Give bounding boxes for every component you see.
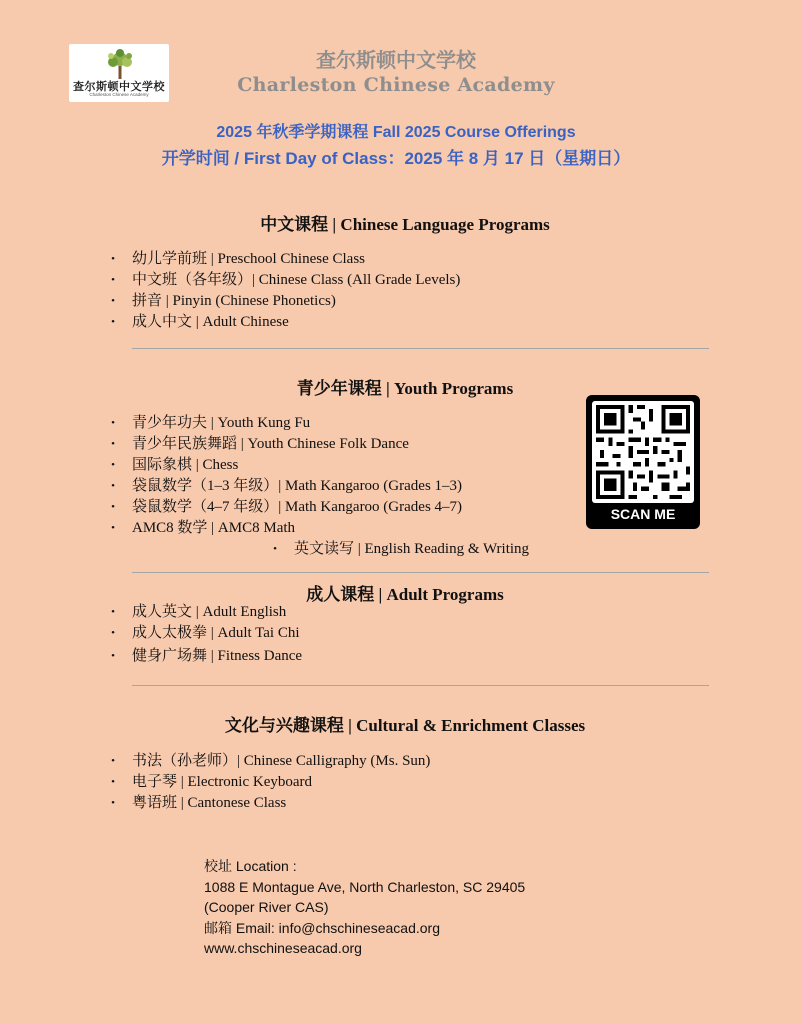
bullet: • <box>111 417 115 429</box>
list-item: • 国际象棋 | Chess <box>108 455 462 476</box>
school-name-english: Charleston Chinese Academy <box>237 74 555 96</box>
address: 1088 E Montague Ave, North Charleston, SC 29405 <box>204 878 526 895</box>
bullet: • <box>111 316 115 328</box>
bullet: • <box>111 253 115 265</box>
qr-code-badge[interactable] <box>586 395 700 529</box>
divider <box>132 348 709 349</box>
list-item: • 健身广场舞 | Fitness Dance <box>108 646 302 667</box>
cultural-classes-list <box>108 751 430 814</box>
list-item: • 中文班（各年级）| Chinese Class (All Grade Levels) <box>108 270 460 291</box>
list-item: • 电子琴 | Electronic Keyboard <box>108 772 430 793</box>
bullet: • <box>111 501 115 513</box>
website-link[interactable]: www.chschineseacad.org <box>204 940 362 956</box>
chinese-programs-list <box>108 249 460 333</box>
list-item: • 拼音 | Pinyin (Chinese Phonetics) <box>108 291 460 312</box>
scan-me-label: SCAN ME <box>610 506 676 522</box>
list-item: • 青少年民族舞蹈 | Youth Chinese Folk Dance <box>108 434 462 455</box>
logo-english-name: Charleston Chinese Academy <box>89 92 149 97</box>
list-item: • 幼儿学前班 | Preschool Chinese Class <box>108 249 460 270</box>
bullet: • <box>273 543 277 555</box>
section-title-youth: 青少年课程 | Youth Programs <box>296 379 514 398</box>
list-item: • 成人太极拳 | Adult Tai Chi <box>108 623 302 644</box>
section-title-chinese: 中文课程 | Chinese Language Programs <box>260 215 550 234</box>
list-item: • 书法（孙老师）| Chinese Calligraphy (Ms. Sun) <box>108 751 430 772</box>
bullet: • <box>111 295 115 307</box>
logo-chinese-name: 查尔斯顿中文学校 <box>73 80 165 93</box>
list-item: • 粤语班 | Cantonese Class <box>108 793 430 814</box>
list-item: • 袋鼠数学（1–3 年级）| Math Kangaroo (Grades 1–3) <box>108 476 462 497</box>
divider <box>132 685 709 686</box>
bullet: • <box>111 522 115 534</box>
adult-programs-list <box>108 602 302 667</box>
venue: (Cooper River CAS) <box>204 899 329 915</box>
bullet: • <box>111 274 115 286</box>
course-offerings-title: 2025 年秋季学期课程 Fall 2025 Course Offerings <box>216 124 576 141</box>
youth-programs-list <box>108 413 462 539</box>
bullet: • <box>111 606 115 618</box>
bullet: • <box>111 459 115 471</box>
qr-code-icon <box>592 401 694 503</box>
list-item: • 成人中文 | Adult Chinese <box>108 312 460 333</box>
youth-indented-list <box>270 539 529 560</box>
bullet: • <box>111 480 115 492</box>
list-item: • 成人英文 | Adult English <box>108 602 302 623</box>
bullet: • <box>111 650 115 662</box>
list-item: • 英文读写 | English Reading & Writing <box>270 539 529 560</box>
divider <box>132 572 709 573</box>
email[interactable]: 邮箱 Email: info@chschineseacad.org <box>204 919 440 936</box>
school-name-chinese: 查尔斯顿中文学校 <box>316 48 476 72</box>
section-title-adult: 成人课程 | Adult Programs <box>306 585 504 604</box>
bullet: • <box>111 776 115 788</box>
list-item: • 青少年功夫 | Youth Kung Fu <box>108 413 462 434</box>
bullet: • <box>111 755 115 767</box>
section-title-cultural: 文化与兴趣课程 | Cultural & Enrichment Classes <box>224 716 586 735</box>
bullet: • <box>111 627 115 639</box>
list-item: • AMC8 数学 | AMC8 Math <box>108 518 462 539</box>
list-item: • 袋鼠数学（4–7 年级）| Math Kangaroo (Grades 4–7) <box>108 497 462 518</box>
bullet: • <box>111 438 115 450</box>
contact-info <box>204 856 525 959</box>
location-label: 校址 Location : <box>204 858 297 874</box>
bullet: • <box>111 797 115 809</box>
first-day-of-class: 开学时间 / First Day of Class：2025 年 8 月 17 日（星期日） <box>161 149 631 168</box>
